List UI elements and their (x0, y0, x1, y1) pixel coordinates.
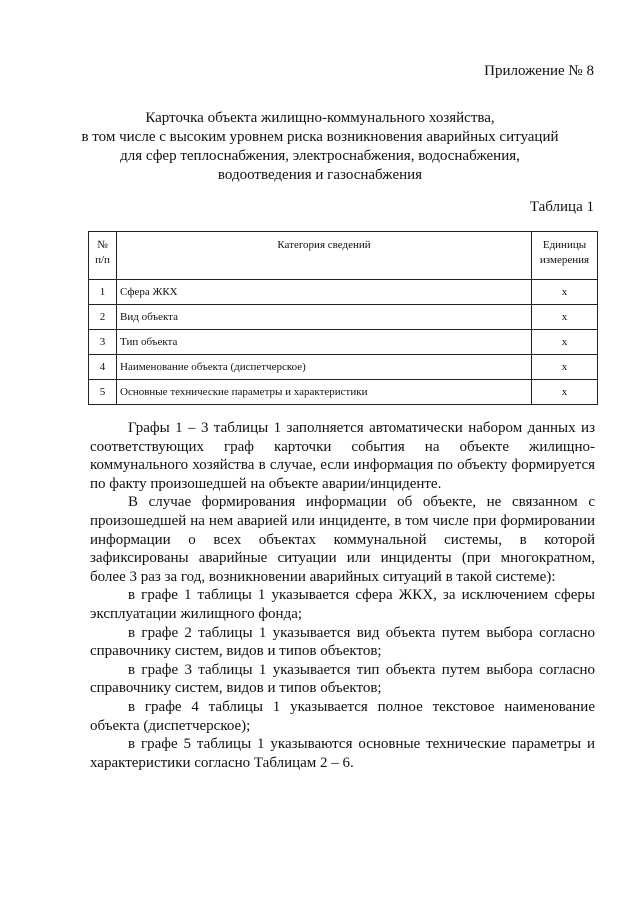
title-line: Карточка объекта жилищно-коммунального хозяйства, (145, 110, 495, 126)
row-num: 5 (89, 380, 117, 405)
table-row (89, 305, 598, 330)
table-header-row (89, 232, 598, 280)
paragraph: Графы 1 – 3 таблицы 1 заполняется автоматически набором данных из соответствующих граф карточки события на объекте жилищно-коммунального хозяйства в случае, если информация по объекту формируется по факту произошедшей на объекте аварии/инциденте. (90, 420, 595, 492)
header-units (532, 232, 598, 280)
title-line: в том числе с высоким уровнем риска возникновения аварийных ситуаций (81, 129, 559, 145)
table-row (89, 380, 598, 405)
header-num-text: № п/п (95, 239, 110, 266)
paragraph: В случае формирования информации об объекте, не связанном с произошедшей на нем аварией или инциденте, в том числе при формировании информации о всех объектах коммунальной системы, в которой зафиксированы аварийные ситуации или инциденты (при многократном, более 3 раз за год, возникновении аварийных ситуаций в такой системе): (90, 494, 595, 585)
row-units: х (532, 380, 598, 405)
row-num: 1 (89, 280, 117, 305)
document-title (40, 109, 600, 185)
table-row (89, 330, 598, 355)
header-units-text: Единицы измерения (539, 239, 590, 266)
row-num: 2 (89, 305, 117, 330)
info-table (88, 231, 598, 405)
paragraph: в графе 4 таблицы 1 указывается полное текстовое наименование объекта (диспетчерское); (90, 698, 595, 734)
table-row (89, 355, 598, 380)
row-num: 4 (89, 355, 117, 380)
table-row (89, 280, 598, 305)
row-category: Основные технические параметры и характеристики (117, 380, 532, 405)
appendix-label: Приложение № 8 (484, 63, 594, 79)
row-units: х (532, 330, 598, 355)
row-units: х (532, 280, 598, 305)
row-units: х (532, 305, 598, 330)
title-line: для сфер теплоснабжения, электроснабжения, водоснабжения, (120, 148, 520, 164)
row-category: Наименование объекта (диспетчерское) (117, 355, 532, 380)
paragraph: в графе 2 таблицы 1 указывается вид объекта путем выбора согласно справочнику систем, видов и типов объектов; (90, 624, 595, 660)
row-num: 3 (89, 330, 117, 355)
row-category: Тип объекта (117, 330, 532, 355)
row-units: х (532, 355, 598, 380)
row-category: Сфера ЖКХ (117, 280, 532, 305)
paragraph: в графе 3 таблицы 1 указывается тип объекта путем выбора согласно справочнику систем, видов и типов объектов; (90, 661, 595, 697)
body-text (90, 419, 595, 772)
header-category: Категория сведений (117, 232, 532, 280)
paragraph: в графе 1 таблицы 1 указывается сфера ЖКХ, за исключением сферы эксплуатации жилищного фонда; (90, 587, 595, 622)
row-category: Вид объекта (117, 305, 532, 330)
paragraph: в графе 5 таблицы 1 указываются основные технические параметры и характеристики согласно Таблицам 2 – 6. (90, 736, 595, 771)
table-label: Таблица 1 (529, 199, 594, 215)
header-num (89, 232, 117, 280)
title-line: водоотведения и газоснабжения (217, 167, 423, 183)
